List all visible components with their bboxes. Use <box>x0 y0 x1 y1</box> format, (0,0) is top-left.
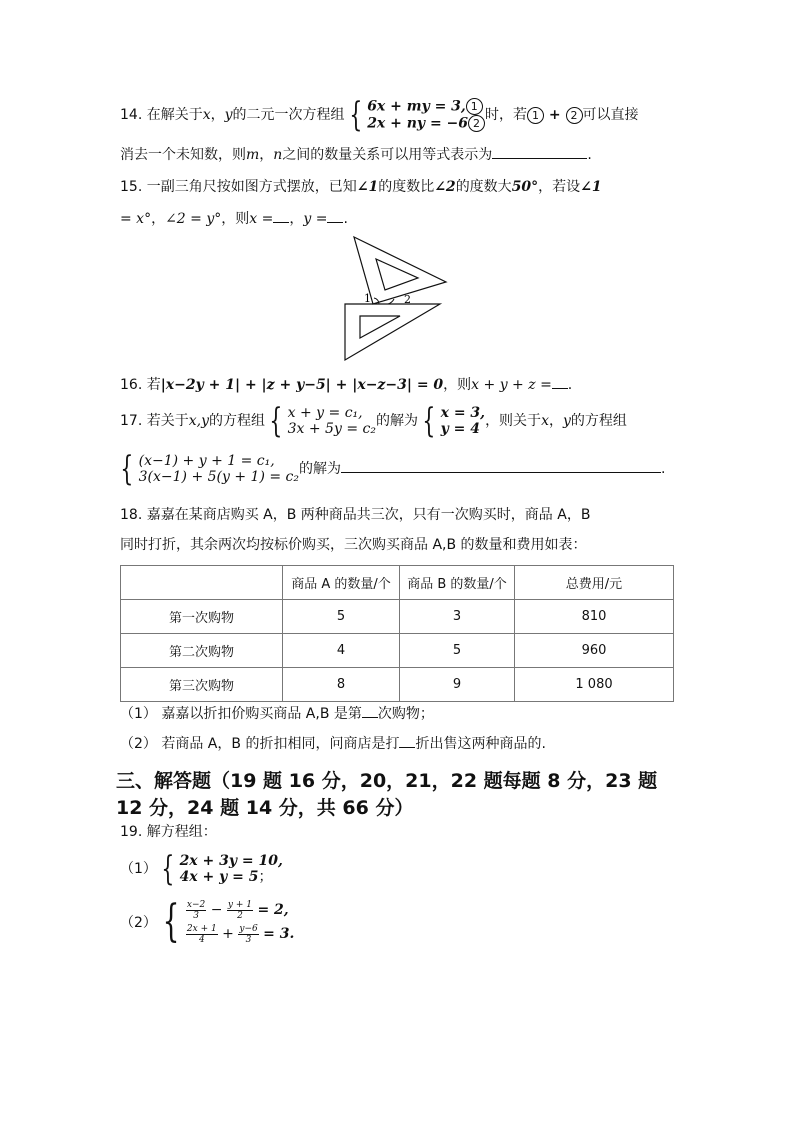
q17-line2: { (x−1) + y + 1 = c₁, 3(x−1) + 5(y + 1) = c₂ 的解为 . <box>116 452 665 486</box>
answer-blank[interactable] <box>341 458 661 473</box>
q17-system-1: { x + y = c₁, 3x + 5y = c₂ <box>269 401 376 441</box>
table-row: 第一次购物 5 3 810 <box>121 600 674 634</box>
q19-title: 19. 解方程组： <box>120 824 217 840</box>
answer-blank[interactable] <box>399 733 415 748</box>
circled-2: 2 <box>468 115 485 132</box>
q18-line1: 18. 嘉嘉在某商店购买 A，B 两种商品共三次，只有一次购买时，商品 A，B <box>120 507 591 523</box>
q19-part2: （2） { $\frac{x-2}{3}$ − $\frac{y + 1}{2}$ = 2, $\frac{2x + 1}{4}$ + $\frac{y-6}{3}$ = 3. <box>120 896 295 947</box>
answer-blank-x[interactable] <box>273 208 289 223</box>
q14-number: 14. <box>120 107 143 123</box>
q18-sub1: （1） 嘉嘉以折扣价购买商品 A,B 是第 次购物； <box>120 703 434 723</box>
q14-line1: 14. 在解关于x，y的二元一次方程组 { 6x + my = 3, 1 2x + ny = −6 2 时，若 1 + 2 可以直接 <box>120 95 639 135</box>
triangle-bottom-outer <box>345 304 440 360</box>
purchase-table <box>120 565 674 702</box>
q18-sub2: （2） 若商品 A，B 的折扣相同，问商店是打 折出售这两种商品的. <box>120 733 546 753</box>
answer-blank-y[interactable] <box>327 208 343 223</box>
answer-blank[interactable] <box>362 703 378 718</box>
q19-part1: （1） { 2x + 3y = 10, 4x + y = 5； <box>120 849 283 889</box>
table-row: 第二次购物 4 5 960 <box>121 634 674 668</box>
q17-system-2: { (x−1) + y + 1 = c₁, 3(x−1) + 5(y + 1) = c₂ <box>120 449 299 489</box>
q18-line2: 同时打折，其余两次均按标价购买，三次购买商品 A,B 的数量和费用如表： <box>120 537 587 553</box>
q19-system-2: { $\frac{x-2}{3}$ − $\frac{y + 1}{2}$ = 2, $\frac{2x + 1}{4}$ + $\frac{y-6}{3}$ = 3. <box>162 896 295 947</box>
q14-line2: 消去一个未知数，则m，n之间的数量关系可以用等式表示为 . <box>120 144 592 164</box>
section-heading-line2: 12 分，24 题 14 分，共 66 分） <box>116 797 414 819</box>
triangle-bottom-inner <box>360 316 400 338</box>
q15-line1: 15. 一副三角尺按如图方式摆放，已知∠1的度数比∠2的度数大50°，若设∠1 <box>120 179 602 195</box>
table-header-row: 商品 A 的数量/个 商品 B 的数量/个 总费用/元 <box>121 566 674 600</box>
q14-equation-system: { 6x + my = 3, 1 2x + ny = −6 2 <box>345 98 485 132</box>
angle-label-2: 2 <box>404 293 411 306</box>
section-heading-line1: 三、解答题（19 题 16 分，20，21，22 题每题 8 分，23 题 <box>116 770 658 792</box>
answer-blank[interactable] <box>492 144 587 159</box>
angle-label-1: 1 <box>364 292 371 305</box>
q17-line1: 17. 若关于x,y的方程组 { x + y = c₁, 3x + 5y = c₂ 的解为 { x = 3, y = 4 ，则关于x，y的方程组 <box>120 401 627 441</box>
answer-blank[interactable] <box>552 374 568 389</box>
circled-1: 1 <box>466 98 483 115</box>
table-row: 第三次购物 8 9 1 080 <box>121 668 674 702</box>
q19-system-1: { 2x + 3y = 10, 4x + y = 5； <box>161 849 283 889</box>
q16: 16. 若|x−2y + 1| + |z + y−5| + |x−z−3| = 0，则x + y + z = . <box>120 374 572 394</box>
q15-line2: = x°，∠2 = y°，则x = ，y = . <box>120 208 348 228</box>
set-squares-figure <box>330 232 450 362</box>
triangle-top-inner <box>376 259 418 290</box>
q17-solution: { x = 3, y = 4 <box>422 401 486 441</box>
